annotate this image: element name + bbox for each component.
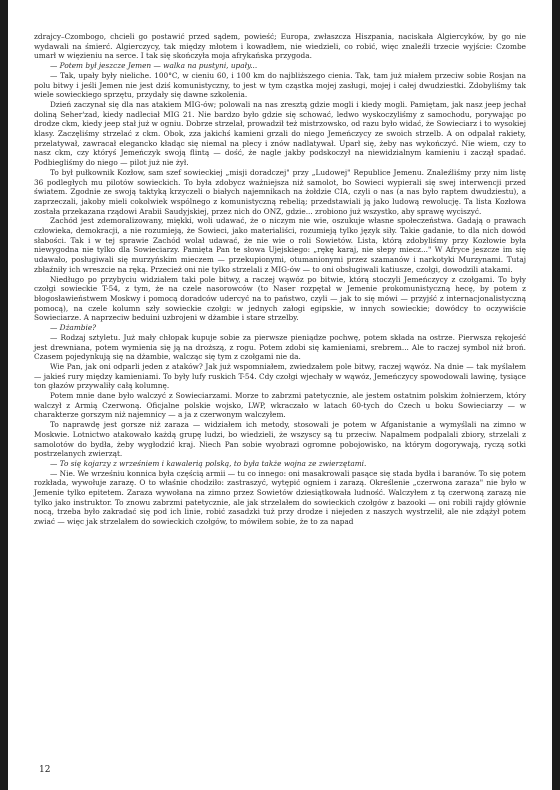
paragraph: Potem mnie dane było walczyć z Sowieciarzami. Morze to zabrzmi patetycznie, ale jestem ostatnim polskim żołnierzem, który walczył z Armią Czerwoną. Oficjalne polskie wojsko, LWP, wkraczało w latach 60-tych do Czech u boku Sowieciarzy — w charakterze gorszym niż najemnicy — a ja z czerwonym walczyłem. xyxy=(34,391,526,420)
paragraph: To był pułkownik Kozłow, sam szef sowieckiej „misji doradczej" przy „Ludowej" Republice Jemenu. Znaleźliśmy przy nim listę 36 podległych mu pilotów sowieckich. To była zdobycz ważniejsza niż samolot, bo Sowieci wypierali się swej interwencji przed światem. Zgodnie ze swoją taktyką krzyczeli o białych najemnikach na żołdzie CIA, czyli o nas (a nas było raptem dwudziestu), a zaprzeczali, jakoby mieli cokolwiek wspólnego z komunistyczną rebelią; przedstawiali ją jako ludową rewolucję. Ta lista Kozłowa została przekazana rządowi Arabii Saudyjskiej, przez nich do ONZ, gdzie... zrobiono już wszystko, aby sprawę wyciszyć. xyxy=(34,167,526,216)
paragraph: Zachód jest zdemoralizowany, miękki, woli udawać, że o niczym nie wie, oszukuje własne społeczeństwa. Gadają o prawach człowieka, demokracji, a nie rozumieją, że Sowieci, jako materialiści, rozumieją tylko język siły. Takie gadanie, to dla nich dowód słabości. Tak i w tej sprawie Zachód wolał udawać, że nie wie o roli Sowietów. Lista, którą zdobyliśmy przy Kozłowie była niewygodna nie tylko dla Sowieciarzy. Pamięta Pan te słowa Ujejskiego: „rękę karaj, nie słepy miecz..." W Afryce jeszcze im się udawało, posługiwali się murzyńskim mieczem — przekupionymi, otumanionymi przez szamanów i narkotyki Murzynami. Tutaj zbłaźniły ich wreszcie na ręką. Przecież oni nie tylko strzelali z MIG-ów — to oni obsługiwali katiusze, czołgi, dowodzili atakami. xyxy=(34,216,526,274)
paragraph: Niedługo po przybyciu widziałem taki pole bitwy, a raczej wąwóz po bitwie, którą stoczyli Jemeńczycy z czołgami. To były czołgi sowieckie T-54, z tym, że na czele nasorowców (to Naser rozpętał w Jemenie prokomunistyczną hecę, by potem z błogosławieństwem Moskwy i pomocą doradców udercyć na to państwo, czyli — jak to się mówi — przyjść z internacjonalistyczną pomocą), na czele kolumn szły sowieckie czołgi: w jednych załogi egipskie, w innych sowieckie; dowódcy to oczywiście Sowieciarze. A naprzeciw beduini uzbrojeni w dżambie i stare strzelby. xyxy=(34,274,526,323)
page-number: 12 xyxy=(39,765,51,775)
interview-question: — To się kojarzy z wrześniem i kawalerią polską, to była także wojna ze zwierzętami. xyxy=(50,458,367,468)
paragraph: zdrajcy–Czombogo, chcieli go postawić przed sądem, powieść; Europa, zwłaszcza Hiszpania, naciskała Algiercyków, by go nie wydawali na śmierć. Algierczycy, tak między młotem i kowadłem, nie wiedzieli, co robić, więc znaleźli trzecie wyjście: Czombe umarł w więzieniu na serce. I tak się skończyła moja afrykańska przygoda. xyxy=(34,32,526,61)
interview-question: — Potem był jeszcze Jemen — walka na pustyni, upały... xyxy=(50,61,258,71)
document-page xyxy=(8,0,552,790)
body-text xyxy=(34,32,526,527)
paragraph: Wie Pan, jak oni odparli jeden z ataków? Jak już wspomniałem, zwiedzałem pole bitwy, raczej wąwóz. Na dnie — tak myślałem — jakieś rury między kamieniami. To były lufy ruskich T-54. Cdy czołgi wjechały w wąwóz, Jemeńczycy spowodowali lawinę, tysiące ton głazów przywaliły całą kolumnę. xyxy=(34,361,526,391)
interview-question: — Dżambie? xyxy=(50,323,97,333)
paragraph: Dzień zaczynał się dla nas atakiem MIG-ów; polowali na nas zresztą gdzie mogli i kiedy mogli. Pamiętam, jak nasz jeep jechał doliną Seher'zad, kiedy nadleciał MIG 21. Nie bardzo było gdzie się schować, ledwo wyskoczyliśmy z samochodu, porywając po drodze ckm, kiedy jeep stał już w ogniu. Dobrze strzelał, prowadził też mistrzowsko, od razu było widać, że Sowieciarz i to wysokiej klasy. Zaczęliśmy strzelać z ckm. Obok, zza jakichś kamieni grzali do niego Jemeńczycy ze swoich strzelb. A on odpalał rakiety, przelatywał, zawracał elegancko kładąc się niemal na plecy i znów nadlatywał. Uparł się, żeby nas wykończyć. Nie wiem, czy to nasz ckm, czy któryś Jemeńczyk swoją flintą — dość, że nagle jakby podskoczył na niewidzialnym kamieniu i zaczął spadać. Podbiegliśmy do niego — pilot już nie żył. xyxy=(34,99,526,168)
paragraph: To naprawdę jest gorsze niż zaraza — widziałem ich metody, stosowali je potem w Afganistanie a wymyślali na zimno w Moskwie. Lotnictwo atakowało każdą grupę ludzi, bo wiedzieli, że wszyscy są tu przeciw. Napalmem podpalali zbiory, strzelali z samolotów do bydła, żeby wygłodzić kraj. Niech Pan sobie wyobrazi ogromne pobojowisko, na którym dogorywają, ryczą sotki postrzelanych zwierząt. xyxy=(34,420,526,459)
paragraph: — Tak, upały były nieliche. 100°C, w cieniu 60, i 100 km do najbliższego cienia. Tak, tam już miałem przeciw sobie Rosjan na polu bitwy i jeśli Jemen nie jest dziś komunistyczny, to jest w tym cząstka mojej zasługi, mojej i całej dwudziestki. Zdobyliśmy tak wiele sowieckiego sprzętu, przydały się dawne szkolenia. xyxy=(34,70,526,100)
paragraph: — Rodzaj sztyletu. Już mały chłopak kupuje sobie za pierwsze pieniądze pochwę, potem składa na ostrze. Pierwsza rękojeść jest drewniana, potem wymienia się ją na droższą, z rogu. Potem zdobi się kamieniami, srebrem... Ale to raczej symbol niż broń. Czasem pojedynkują się na dżambie, walcząc się tym z czołgami nie da. xyxy=(34,332,526,362)
paragraph: — Nie. We wrześniu konnica była częścią armii — tu co innego: oni masakrowali pasące się stada bydła i baranów. To się potem rozkłada, wywołuje zarazę. O to właśnie chodziło: zastraszyć, wytępić ogniem i zarazą. Określenie „czerwona zaraza" nie było w Jemenie tylko epitetem. Zaraza wywołana na zimno przez Sowietów dziesiątkowała ludność. Walczyłem z tą czerwoną zarazą nie tylko jako instruktor. To znowu zabrzmi patetycznie, ale jak strzelałem do sowieckich czołgów z bazooki — oni robili rajdy głównie nocą, trzeba było zakradać się pod ich linie, robić zasadzki tuż przy drodze i niejeden z naszych wystrzelił, ale nie zdążył potem zwiać — więc jak strzelałem do sowieckich czołgów, to mówiłem sobie, że to za napad xyxy=(34,468,526,527)
